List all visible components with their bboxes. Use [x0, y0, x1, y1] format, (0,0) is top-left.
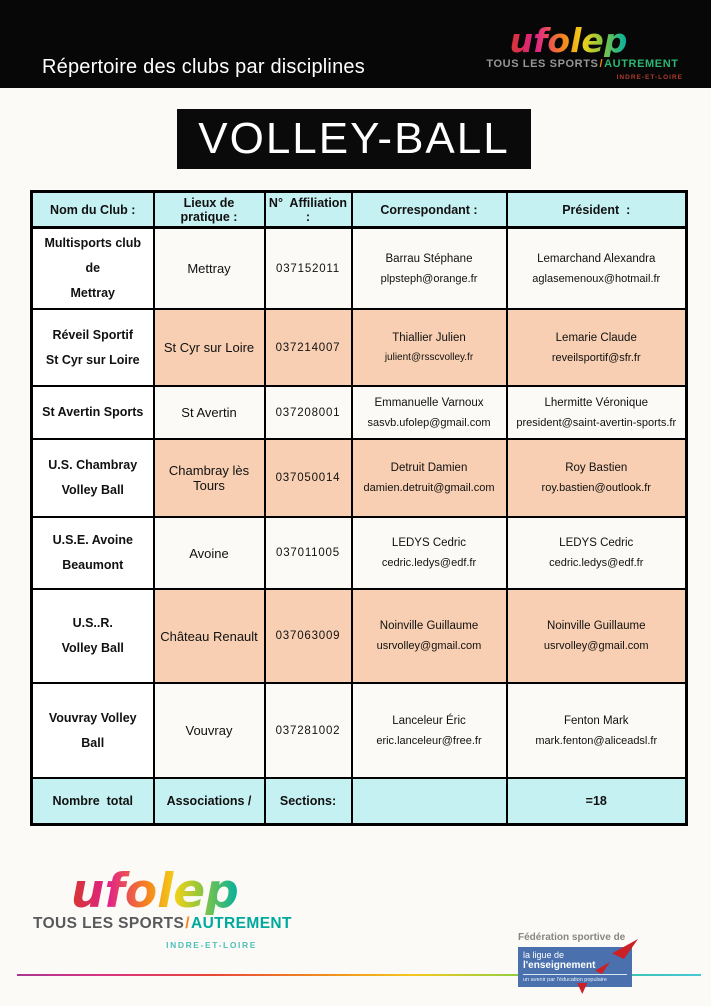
correspondant-cell: Lanceleur Éric eric.lanceleur@free.fr: [352, 683, 507, 778]
affiliation-cell: 037011005: [265, 517, 352, 589]
affiliation-cell: 037281002: [265, 683, 352, 778]
page-title: Répertoire des clubs par disciplines: [42, 56, 365, 78]
table-row: [32, 309, 687, 386]
discipline-title: VOLLEY-BALL: [198, 114, 510, 163]
ligue-line3: un avenir par l'éducation populaire: [523, 977, 607, 984]
table-row: [32, 386, 687, 439]
affiliation-cell: 037208001: [265, 386, 352, 439]
ufolep-region-label: INDRE-ET-LOIRE: [166, 939, 257, 950]
affiliation-cell: 037050014: [265, 439, 352, 517]
correspondant-cell: LEDYS Cedric cedric.ledys@edf.fr: [352, 517, 507, 589]
correspondant-cell: Noinville Guillaume usrvolley@gmail.com: [352, 589, 507, 683]
clubs-table: [30, 190, 688, 826]
top-header-bar: [0, 0, 711, 88]
total-blank-cell: [352, 778, 507, 825]
lieu-cell: St Avertin: [154, 386, 265, 439]
red-arrow-icon: [577, 983, 587, 994]
federation-title: Fédération sportive de: [518, 932, 626, 943]
correspondant-cell: Thiallier Julien julient@rsscvolley.fr: [352, 309, 507, 386]
total-label-cell: Nombre total: [32, 778, 154, 825]
ligue-blue-box: [518, 947, 632, 987]
table-row: [32, 517, 687, 589]
ufolep-tagline: [33, 915, 292, 934]
column-header-president: Président :: [507, 192, 687, 228]
affiliation-cell: 037214007: [265, 309, 352, 386]
ufolep-region-label: INDRE-ET-LOIRE: [616, 74, 683, 82]
ligue-enseignement-logo: [518, 932, 632, 987]
lieu-cell: Mettray: [154, 228, 265, 310]
column-header-correspondant: Correspondant :: [352, 192, 507, 228]
president-cell: Roy Bastien roy.bastien@outlook.fr: [507, 439, 687, 517]
total-sections-cell: Sections:: [265, 778, 352, 825]
club-cell: U.S..R. Volley Ball: [32, 589, 154, 683]
affiliation-cell: 037152011: [265, 228, 352, 310]
tagline-slash: /: [185, 915, 190, 932]
president-cell: LEDYS Cedric cedric.ledys@edf.fr: [507, 517, 687, 589]
lieu-cell: St Cyr sur Loire: [154, 309, 265, 386]
ufolep-wordmark: ufolep: [509, 21, 628, 60]
table-total-row: [32, 778, 687, 825]
ligue-line1: la ligue de: [523, 950, 565, 960]
tagline-right: AUTREMENT: [191, 915, 292, 932]
correspondant-cell: Barrau Stéphane plpsteph@orange.fr: [352, 228, 507, 310]
president-cell: Lemarchand Alexandra aglasemenoux@hotmail.fr: [507, 228, 687, 310]
table-row: [32, 228, 687, 310]
table-header-row: [32, 192, 687, 228]
column-header-affiliation: N° Affiliation :: [265, 192, 352, 228]
tagline-slash: /: [599, 58, 604, 70]
club-cell: St Avertin Sports: [32, 386, 154, 439]
lieu-cell: Vouvray: [154, 683, 265, 778]
president-cell: Noinville Guillaume usrvolley@gmail.com: [507, 589, 687, 683]
tagline-left: TOUS LES SPORTS: [486, 58, 599, 70]
lieu-cell: Château Renault: [154, 589, 265, 683]
correspondant-cell: Detruit Damien damien.detruit@gmail.com: [352, 439, 507, 517]
tagline-right: AUTREMENT: [604, 58, 679, 70]
ufolep-tagline: [480, 58, 685, 71]
ufolep-logo-top: [480, 21, 685, 82]
discipline-title-box: [177, 109, 531, 169]
club-cell: Multisports club de Mettray: [32, 228, 154, 310]
president-cell: Lemarie Claude reveilsportif@sfr.fr: [507, 309, 687, 386]
correspondant-cell: Emmanuelle Varnoux sasvb.ufolep@gmail.com: [352, 386, 507, 439]
table-row: [32, 589, 687, 683]
total-associations-cell: Associations /: [154, 778, 265, 825]
column-header-club: Nom du Club :: [32, 192, 154, 228]
total-value-cell: =18: [507, 778, 687, 825]
club-cell: Réveil Sportif St Cyr sur Loire: [32, 309, 154, 386]
club-cell: Vouvray Volley Ball: [32, 683, 154, 778]
president-cell: Lhermitte Véronique president@saint-avertin-sports.fr: [507, 386, 687, 439]
column-header-lieu: Lieux de pratique :: [154, 192, 265, 228]
lieu-cell: Chambray lès Tours: [154, 439, 265, 517]
lieu-cell: Avoine: [154, 517, 265, 589]
table-row: [32, 439, 687, 517]
table-row: [32, 683, 687, 778]
club-cell: U.S. Chambray Volley Ball: [32, 439, 154, 517]
ufolep-wordmark: ufolep: [71, 864, 239, 919]
tagline-left: TOUS LES SPORTS: [33, 915, 185, 932]
affiliation-cell: 037063009: [265, 589, 352, 683]
ligue-divider: [523, 974, 627, 975]
club-cell: U.S.E. Avoine Beaumont: [32, 517, 154, 589]
president-cell: Fenton Mark mark.fenton@aliceadsl.fr: [507, 683, 687, 778]
ligue-line2: l'enseignement: [523, 960, 596, 972]
ufolep-logo-bottom: [33, 864, 292, 950]
